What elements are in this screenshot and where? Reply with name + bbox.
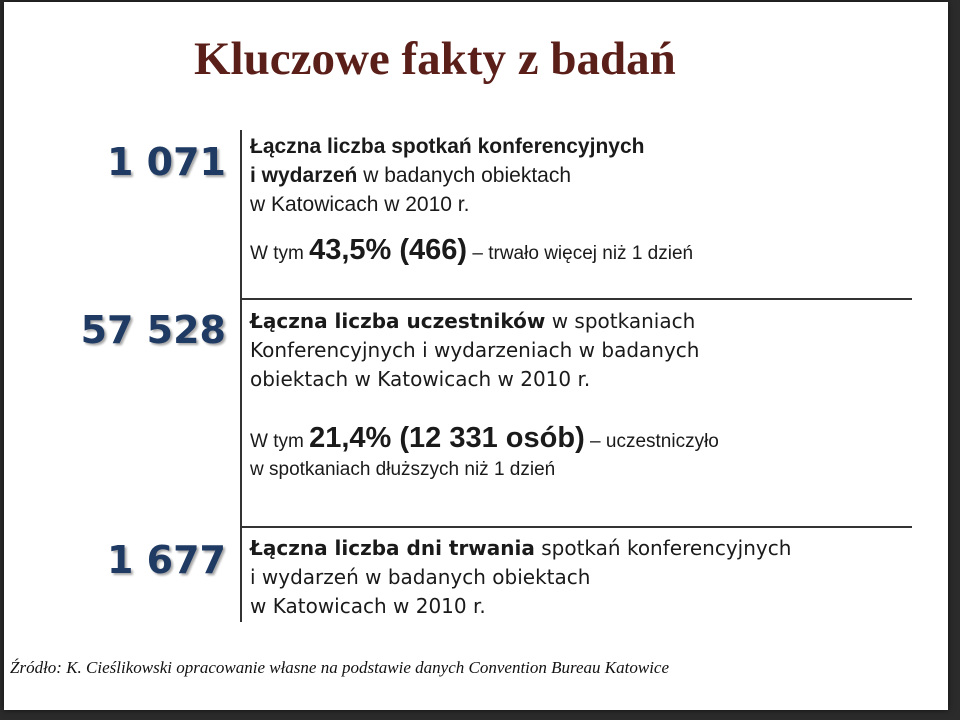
page-title: Kluczowe fakty z badań: [194, 33, 676, 85]
fact-subnote-meetings: W tym 43,5% (466) – trwało więcej niż 1 dzień: [250, 234, 694, 266]
fact-description-days: [250, 534, 791, 621]
slide: [4, 2, 948, 710]
divider-vertical-1: [240, 130, 242, 300]
fact-value-days: 1 677: [107, 538, 226, 582]
fact-line: Łączna liczba uczestników w spotkaniach: [250, 309, 696, 333]
divider-vertical-2: [240, 300, 242, 528]
fact-value-participants: 57 528: [80, 308, 226, 352]
fact-description-participants: [250, 307, 699, 394]
fact-subnote-participants: W tym 21,4% (12 331 osób) – uczestniczyło w spotkaniach dłuższych niż 1 dzień: [250, 422, 719, 480]
fact-line: Łączna liczba dni trwania spotkań konferencyjnych: [250, 536, 792, 560]
fact-line: w Katowicach w 2010 r.: [250, 193, 470, 216]
fact-line: Łączna liczba spotkań konferencyjnych: [250, 135, 645, 158]
fact-description-meetings: [250, 132, 644, 219]
fact-line: obiektach w Katowicach w 2010 r.: [250, 367, 591, 391]
divider-horizontal-2: [240, 526, 912, 528]
fact-line: Konferencyjnych i wydarzeniach w badanych: [250, 338, 700, 362]
fact-line: w Katowicach w 2010 r.: [250, 594, 486, 618]
divider-vertical-3: [240, 528, 242, 622]
fact-line: i wydarzeń w badanych obiektach: [250, 164, 572, 187]
fact-line: i wydarzeń w badanych obiektach: [250, 565, 591, 589]
source-note: Źródło: K. Cieślikowski opracowanie własne na podstawie danych Convention Bureau Katowice: [10, 658, 670, 677]
divider-horizontal-1: [240, 298, 912, 300]
fact-value-meetings: 1 071: [107, 140, 226, 184]
